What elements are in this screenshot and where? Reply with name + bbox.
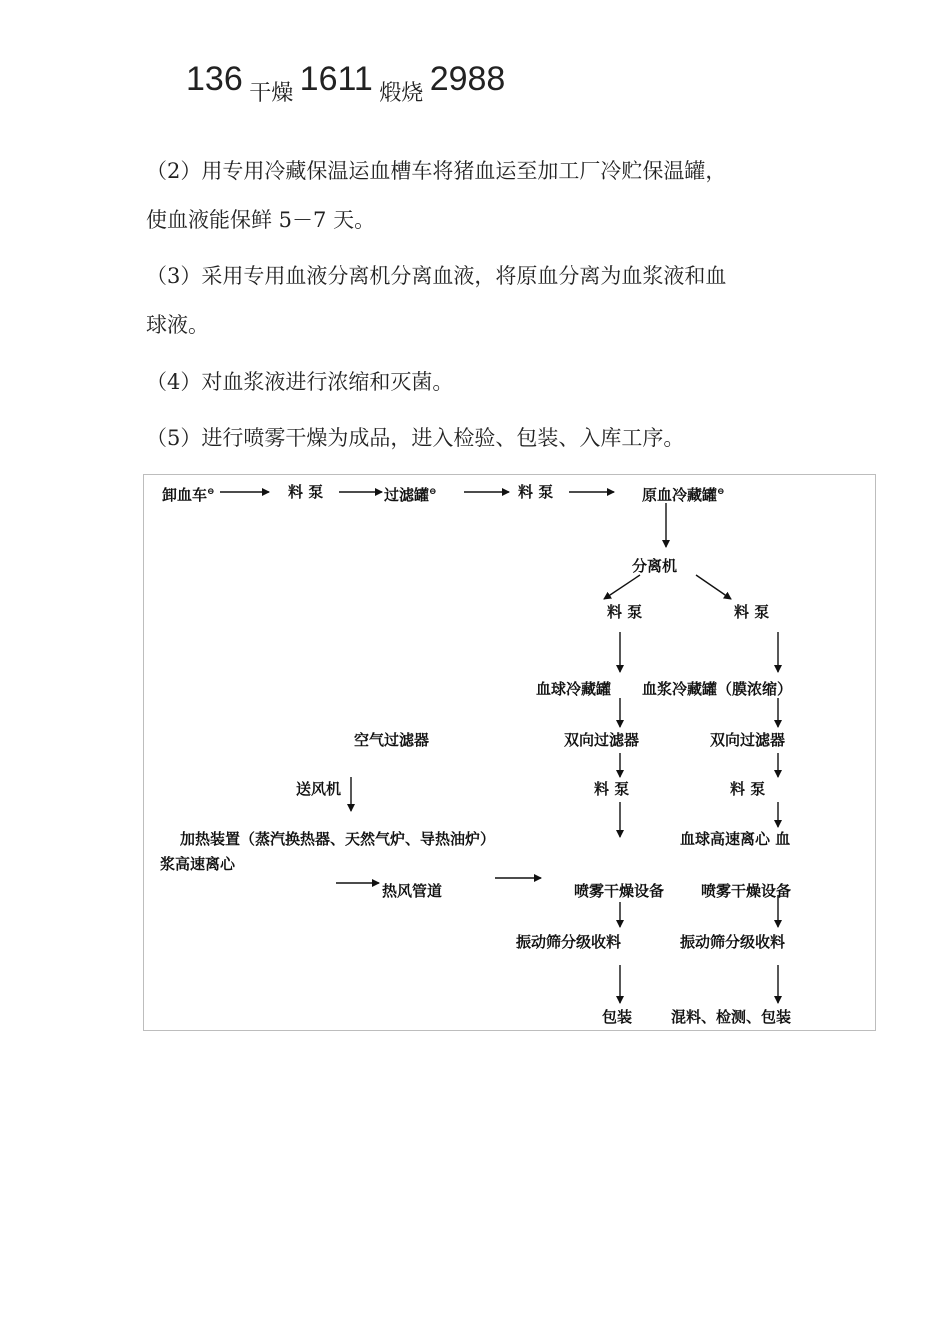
node-spray-dryer-right: 喷雾干燥设备 [701, 882, 792, 900]
node-pump-left-2: 料 泵 [594, 780, 630, 798]
node-pump-2: 料 泵 [518, 483, 554, 501]
node-separator: 分离机 [632, 557, 678, 575]
node-filter-tank: 过滤罐⊖ [384, 486, 437, 504]
node-raw-blood-tank: 原血冷藏罐⊖ [642, 486, 725, 504]
paragraph-step2-line1: （2）用专用冷藏保温运血槽车将猪血运至加工厂冷贮保温罐， [146, 159, 727, 183]
node-packing: 包装 [602, 1008, 633, 1026]
heading-number-3: 2988 [429, 60, 506, 98]
process-flowchart [143, 474, 876, 1031]
node-blower: 送风机 [296, 780, 342, 798]
heading-number-1: 136 [186, 60, 243, 98]
heading-label-calcining: 煅烧 [379, 80, 424, 105]
circle-mark-1: ⊖ [207, 487, 215, 497]
paragraph-step5: （5）进行喷雾干燥为成品，进入检验、包装、入库工序。 [146, 426, 685, 450]
node-spray-dryer-left: 喷雾干燥设备 [574, 882, 665, 900]
node-pump-1: 料 泵 [288, 483, 324, 501]
node-vibrating-screen-right: 振动筛分级收料 [680, 933, 786, 951]
node-plasma-centrifuge: 浆高速离心 [160, 855, 236, 873]
node-bidirectional-filter-right: 双向过滤器 [710, 731, 786, 749]
node-cell-centrifuge: 血球高速离心 血 [680, 830, 791, 848]
node-mix-test-pack: 混料、检测、包装 [671, 1008, 792, 1026]
node-hot-air-duct: 热风管道 [382, 882, 443, 900]
circle-mark-2: ⊖ [429, 487, 437, 497]
arrow-separator-to-left-pump [604, 575, 640, 599]
circle-mark-3: ⊖ [717, 487, 725, 497]
heading-formula [186, 60, 505, 107]
heading-number-2: 1611 [299, 60, 373, 98]
node-bidirectional-filter-left: 双向过滤器 [564, 731, 640, 749]
node-pump-left: 料 泵 [607, 603, 643, 621]
paragraph-step3-line2: 球液。 [146, 313, 209, 337]
arrow-separator-to-right-pump [696, 575, 731, 599]
heading-label-drying: 干燥 [249, 80, 294, 105]
node-pump-right: 料 泵 [734, 603, 770, 621]
node-heater: 加热装置（蒸汽换热器、天然气炉、导热油炉） [180, 830, 496, 848]
node-unload-truck: 卸血车⊖ [162, 486, 215, 504]
node-plasma-tank: 血浆冷藏罐（膜浓缩） [642, 680, 793, 698]
paragraph-step4: （4）对血浆液进行浓缩和灭菌。 [146, 370, 454, 394]
node-pump-right-2: 料 泵 [730, 780, 766, 798]
paragraph-step2-line2: 使血液能保鲜 5－7 天。 [146, 208, 376, 232]
node-vibrating-screen-left: 振动筛分级收料 [516, 933, 622, 951]
node-blood-cell-tank: 血球冷藏罐 [536, 680, 612, 698]
paragraph-step3-line1: （3）采用专用血液分离机分离血液，将原血分离为血浆液和血 [146, 264, 727, 288]
node-air-filter: 空气过滤器 [354, 731, 430, 749]
